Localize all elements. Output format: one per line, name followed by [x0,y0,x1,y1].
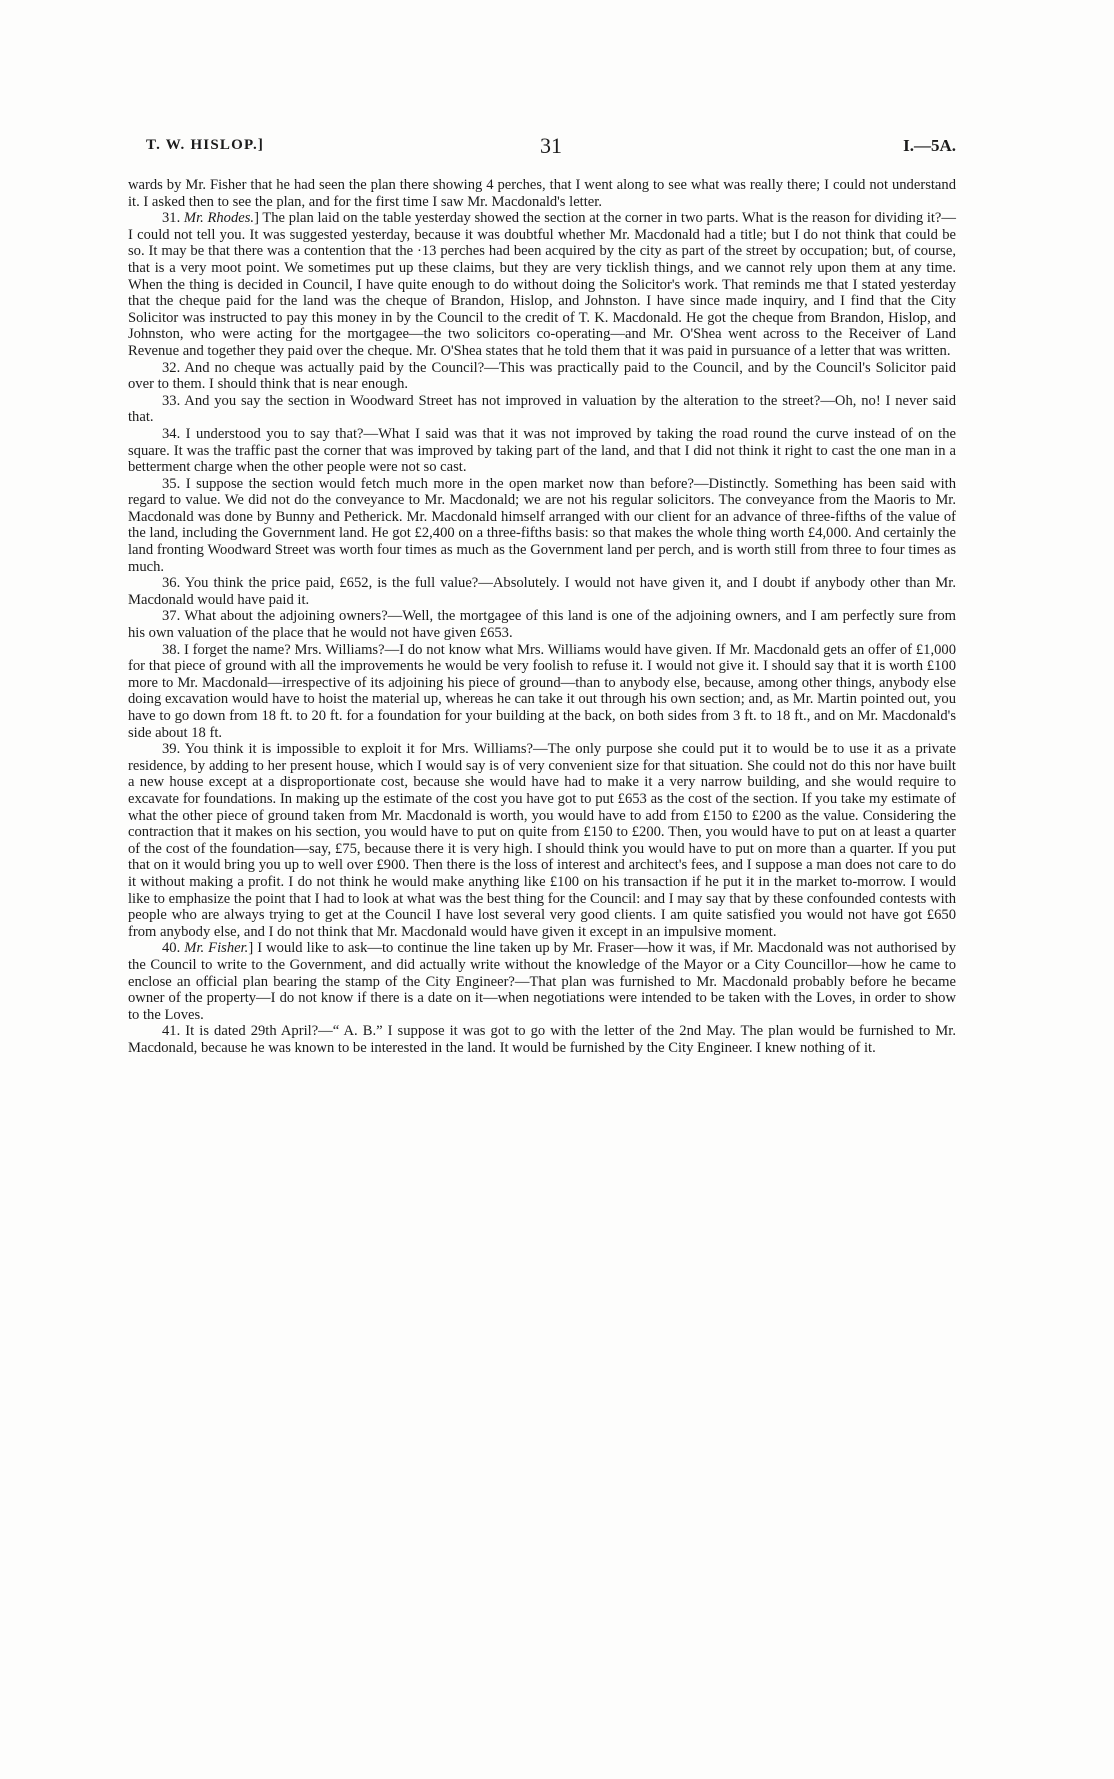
page-header [146,133,956,163]
document-reference: I.—5A. [903,136,956,155]
paragraph-36: 36. You think the price paid, £652, is the full value?—Absolutely. I would not have given it, and I doubt if anybody other than Mr. Macdonald would have paid it. [128,575,956,608]
speaker-name: Mr. Fisher. [184,940,249,957]
paragraph-37: 37. What about the adjoining owners?—Well, the mortgagee of this land is one of the adjoining owners, and I am perfectly sure from his own valuation of the place that he would not have given £653. [128,608,956,642]
paragraph-41: 41. It is dated 29th April?—“ A. B.” I suppose it was got to go with the letter of the 2nd May. The plan would be furnished to Mr. Macdonald, because he was known to be interested in the land. It would be furnished by the City Engineer. I knew nothing of it. [128,1023,956,1056]
running-head: T. W. HISLOP.] [146,137,265,153]
paragraph-34: 34. I understood you to say that?—What I said was that it was not improved by taking the road round the curve instead of on the square. It was the traffic past the corner that was improved by taking part of the land, and that I did not think it right to cast the one man in a betterment charge when the other people were not so cast. [128,425,956,476]
paragraph-continued: wards by Mr. Fisher that he had seen the plan there showing 4 perches, that I went along to see what was really there; I could not understand it. I asked then to see the plan, and for the first time I saw Mr. Macdonald's letter. [128,177,956,210]
paragraph-33: 33. And you say the section in Woodward Street has not improved in valuation by the alteration to the street?—Oh, no! I never said that. [128,392,956,426]
body-text [128,177,956,1056]
speaker-name: Mr. Rhodes. [183,210,255,227]
page-number: 31 [540,133,562,158]
paragraph-39: 39. You think it is impossible to exploit it for Mrs. Williams?—The only purpose she could put it to would be to use it as a private residence, by adding to her present house, which I would say is of very convenient size for that situation. She could not do this nor have built a new house except at a disproportionate cost, because she would have had to make it a very narrow building, and she would require to excavate for foundations. In making up the estimate of the cost you have got to put £653 as the cost of the section. If you take my estimate of what the other piece of ground taken from Mr. Macdonald is worth, you would have to add from £150 to £200 as the value. Considering the contraction that it makes on his section, you would have to put on quite from £150 to £200. Then, you would have to put on at least a quarter of the cost of the foundation—say, £75, because there it is very high. I should think you would have to put on more than a quarter. If you put that on it would bring you up to well over £900. Then there is the loss of interest and architect's fees, and I suppose a man does not care to do it without making a profit. I do not think he would make anything like £100 on his transaction if he put it in the market to-morrow. I would like to emphasize the point that I had to look at what was the best thing for the Council: and I may say that by these confounded contests with people who are always trying to get at the Council I have lost several very good clients. I am quite satisfied you would not have got £650 from anybody else, and I do not think that Mr. Macdonald would have given it except in an impulsive moment. [128,741,957,940]
paragraph-32: 32. And no cheque was actually paid by the Council?—This was practically paid to the Council, and by the Council's Solicitor paid over to them. I should think that is near enough. [128,359,956,393]
paragraph-31: 31. Mr. Rhodes.] The plan laid on the table yesterday showed the section at the corner in two parts. What is the reason for dividing it?—I could not tell you. It was suggested yesterday, because it was doubtful whether Mr. Macdonald had a title; but I do not think that could be so. It may be that there was a contention that the ·13 perches had been acquired by the city as part of the street by occupation; but, of course, that is a very moot point. We sometimes put up these claims, but they are very ticklish things, and we cannot rely upon them at any time. When the thing is decided in Council, I have quite enough to do without doing the Solicitor's work. That reminds me that I stated yesterday that the cheque paid for the land was the cheque of Brandon, Hislop, and Johnston. I have since made inquiry, and I find that the City Solicitor was instructed to pay this money in by the Council to the credit of T. K. Macdonald. He got the cheque from Brandon, Hislop, and Johnston, who were acting for the mortgagee—the two solicitors co-operating—and Mr. O'Shea went across to the Receiver of Land Revenue and together they paid over the cheque. Mr. O'Shea states that he told them that it was paid in pursuance of a letter that was written. [128,210,957,359]
paragraph-35: 35. I suppose the section would fetch much more in the open market now than before?—Distinctly. Something has been said with regard to value. We did not do the conveyance to Mr. Macdonald; we are not his regular solicitors. The conveyance from the Maoris to Mr. Macdonald was done by Bunny and Petherick. Mr. Macdonald himself arranged with our client for an advance of three-fifths of the value of the land, including the Government land. He got £2,400 on a three-fifths basis: so that makes the whole thing worth £4,000. And certainly the land fronting Woodward Street was worth four times as much as the Government land per perch, and is worth still from three to four times as much. [128,475,956,575]
paragraph-40: 40. Mr. Fisher.] I would like to ask—to continue the line taken up by Mr. Fraser—how it was, if Mr. Macdonald was not authorised by the Council to write to the Government, and did actually write without the knowledge of the Mayor or a City Councillor—how he came to enclose an official plan bearing the stamp of the City Engineer?—That plan was furnished to Mr. Macdonald probably before he became owner of the property—I do not know if there is a date on it—when negotiations were intended to be taken with the Loves, in order to show to the Loves. [128,940,956,1023]
paragraph-38: 38. I forget the name? Mrs. Williams?—I do not know what Mrs. Williams would have given. If Mr. Macdonald gets an offer of £1,000 for that piece of ground with all the improvements he would be very foolish to refuse it. I would not give it. I should say that it is worth £100 more to Mr. Macdonald—irrespective of its adjoining his piece of ground—than to anybody else, because, among other things, anybody else doing excavation would have to hoist the material up, whereas he can take it out through his own section; and, as Mr. Martin pointed out, you have to go down from 18 ft. to 20 ft. for a foundation for your building at the back, on both sides from 3 ft. to 18 ft., and on Mr. Macdonald's side about 18 ft. [128,641,956,741]
